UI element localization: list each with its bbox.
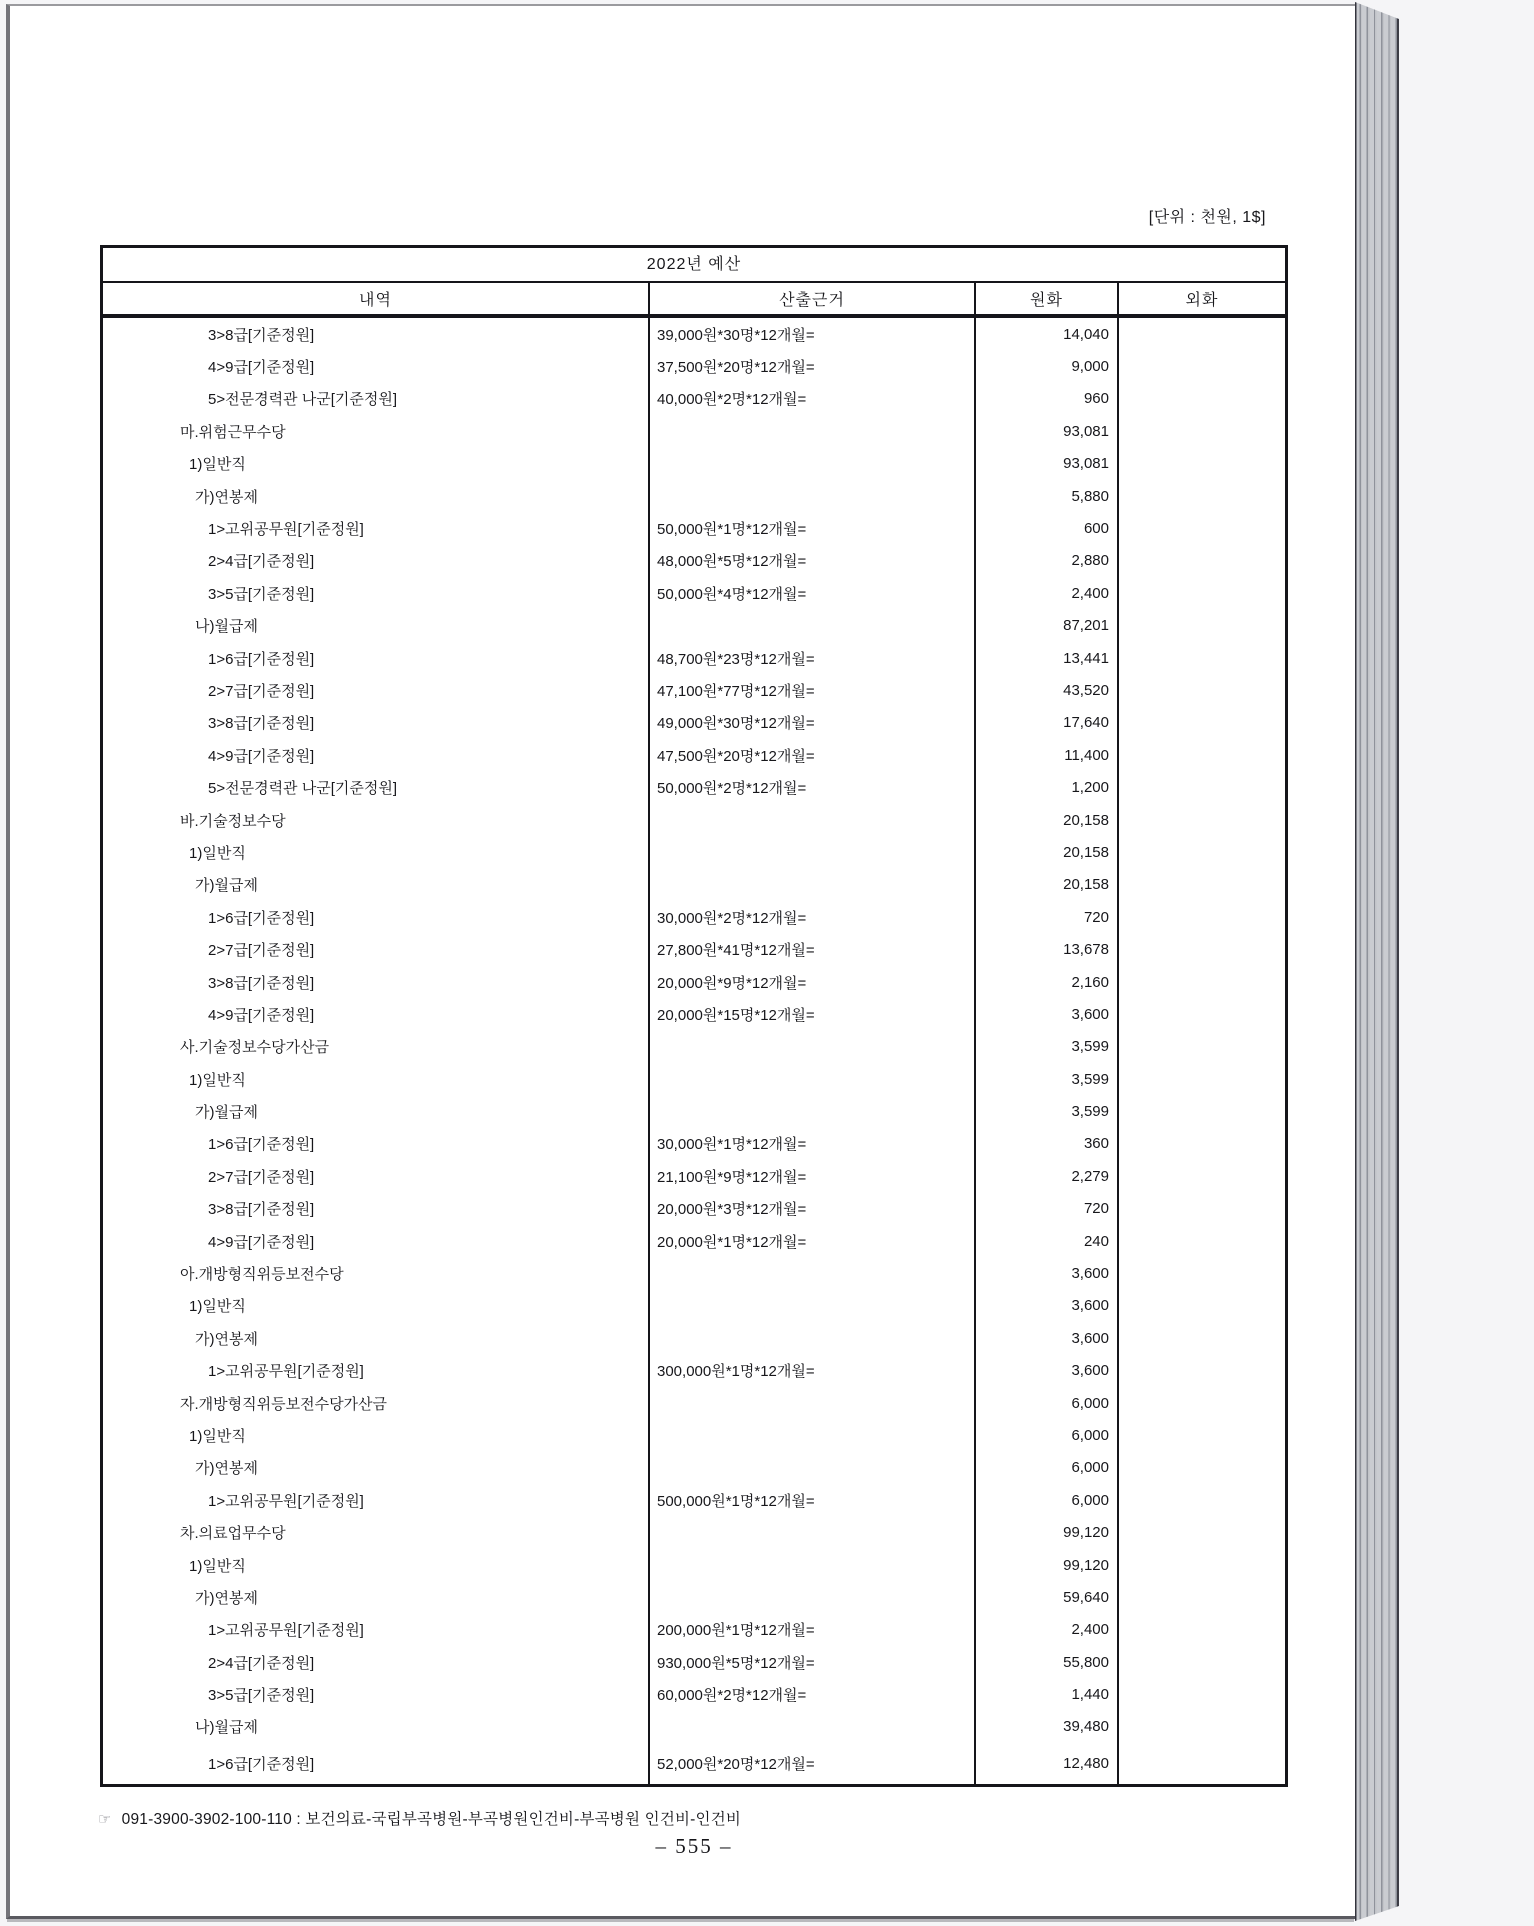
cell-basis: 200,000원*1명*12개월= — [650, 1614, 976, 1646]
cell-basis — [650, 1387, 976, 1419]
cell-krw: 12,480 — [976, 1743, 1119, 1783]
detail-text: 4>9급[기준정원] — [208, 1233, 315, 1251]
cell-krw: 59,640 — [976, 1581, 1119, 1613]
detail-text: 나)월급제 — [195, 618, 258, 636]
cell-basis — [650, 804, 976, 836]
table-row — [103, 1063, 1285, 1095]
cell-krw: 3,600 — [976, 998, 1119, 1030]
detail-text: 아.개방형직위등보전수당 — [180, 1266, 344, 1284]
cell-krw: 3,600 — [976, 1355, 1119, 1387]
detail-text: 4>9급[기준정원] — [208, 1006, 315, 1024]
table-row — [103, 804, 1285, 836]
cell-krw: 14,040 — [976, 318, 1119, 350]
detail-text: 가)연봉제 — [195, 1589, 258, 1607]
book-page-edges-icon — [1355, 0, 1399, 1926]
column-header-krw: 원화 — [976, 283, 1119, 314]
cell-detail — [103, 480, 650, 512]
cell-fx — [1119, 1128, 1285, 1160]
table-row — [103, 1290, 1285, 1322]
detail-text: 가)연봉제 — [195, 488, 258, 506]
cell-detail — [103, 1193, 650, 1225]
detail-text: 1>6급[기준정원] — [208, 1755, 315, 1773]
cell-fx — [1119, 739, 1285, 771]
cell-basis: 39,000원*30명*12개월= — [650, 318, 976, 350]
table-row — [103, 1646, 1285, 1678]
table-row — [103, 1128, 1285, 1160]
detail-text: 1)일반직 — [189, 1427, 246, 1445]
detail-text: 1)일반직 — [189, 1557, 246, 1575]
cell-detail — [103, 545, 650, 577]
table-row — [103, 707, 1285, 739]
detail-text: 1>6급[기준정원] — [208, 909, 315, 927]
cell-krw: 600 — [976, 512, 1119, 544]
cell-fx — [1119, 1711, 1285, 1743]
cell-krw: 2,880 — [976, 545, 1119, 577]
cell-krw: 3,600 — [976, 1290, 1119, 1322]
cell-fx — [1119, 318, 1285, 350]
cell-basis: 27,800원*41명*12개월= — [650, 933, 976, 965]
detail-text: 가)연봉제 — [195, 1330, 258, 1348]
cell-basis: 50,000원*1명*12개월= — [650, 512, 976, 544]
cell-fx — [1119, 1678, 1285, 1710]
table-row — [103, 1678, 1285, 1710]
detail-text: 2>7급[기준정원] — [208, 1168, 315, 1186]
cell-basis: 20,000원*1명*12개월= — [650, 1225, 976, 1257]
detail-text: 3>8급[기준정원] — [208, 326, 315, 344]
cell-fx — [1119, 1031, 1285, 1063]
cell-detail — [103, 1160, 650, 1192]
cell-detail — [103, 415, 650, 447]
table-row — [103, 1387, 1285, 1419]
cell-fx — [1119, 901, 1285, 933]
cell-detail — [103, 383, 650, 415]
table-row — [103, 448, 1285, 480]
cell-basis: 50,000원*4명*12개월= — [650, 577, 976, 609]
cell-basis — [650, 1290, 976, 1322]
detail-text: 사.기술정보수당가산금 — [180, 1039, 330, 1057]
table-row — [103, 1711, 1285, 1743]
detail-text: 4>9급[기준정원] — [208, 747, 315, 765]
cell-basis: 30,000원*1명*12개월= — [650, 1128, 976, 1160]
cell-basis: 300,000원*1명*12개월= — [650, 1355, 976, 1387]
cell-basis — [650, 1063, 976, 1095]
table-row — [103, 1160, 1285, 1192]
table-title: 2022년 예산 — [103, 248, 1285, 283]
detail-text: 1)일반직 — [189, 1071, 246, 1089]
cell-fx — [1119, 1484, 1285, 1516]
table-row — [103, 1743, 1285, 1783]
cell-krw: 20,158 — [976, 869, 1119, 901]
table-row — [103, 642, 1285, 674]
detail-text: 5>전문경력관 나군[기준정원] — [208, 391, 397, 409]
detail-text: 나)월급제 — [195, 1719, 258, 1737]
cell-basis: 30,000원*2명*12개월= — [650, 901, 976, 933]
table-row — [103, 1419, 1285, 1451]
cell-detail — [103, 869, 650, 901]
cell-basis: 60,000원*2명*12개월= — [650, 1678, 976, 1710]
cell-basis — [650, 1257, 976, 1289]
detail-text: 2>7급[기준정원] — [208, 682, 315, 700]
table-row — [103, 1095, 1285, 1127]
detail-text: 3>5급[기준정원] — [208, 1687, 315, 1705]
cell-basis: 48,000원*5명*12개월= — [650, 545, 976, 577]
detail-text: 마.위험근무수당 — [180, 423, 286, 441]
cell-fx — [1119, 577, 1285, 609]
cell-detail — [103, 318, 650, 350]
table-header-row — [103, 283, 1285, 318]
table-row — [103, 1452, 1285, 1484]
cell-fx — [1119, 1225, 1285, 1257]
cell-krw: 6,000 — [976, 1387, 1119, 1419]
cell-fx — [1119, 1257, 1285, 1289]
table-row — [103, 1614, 1285, 1646]
detail-text: 3>8급[기준정원] — [208, 715, 315, 733]
detail-text: 1>고위공무원[기준정원] — [208, 1492, 364, 1510]
detail-text: 바.기술정보수당 — [180, 812, 286, 830]
table-row — [103, 1322, 1285, 1354]
cell-fx — [1119, 480, 1285, 512]
table-row — [103, 1031, 1285, 1063]
cell-krw: 6,000 — [976, 1419, 1119, 1451]
cell-basis: 40,000원*2명*12개월= — [650, 383, 976, 415]
cell-fx — [1119, 707, 1285, 739]
detail-text: 5>전문경력관 나군[기준정원] — [208, 780, 397, 798]
table-row — [103, 966, 1285, 998]
cell-fx — [1119, 1160, 1285, 1192]
cell-fx — [1119, 1290, 1285, 1322]
detail-text: 2>7급[기준정원] — [208, 942, 315, 960]
cell-detail — [103, 1257, 650, 1289]
cell-fx — [1119, 512, 1285, 544]
cell-detail — [103, 1549, 650, 1581]
cell-krw: 2,400 — [976, 577, 1119, 609]
cell-detail — [103, 998, 650, 1030]
table-row — [103, 901, 1285, 933]
cell-detail — [103, 1484, 650, 1516]
cell-fx — [1119, 415, 1285, 447]
cell-detail — [103, 707, 650, 739]
cell-fx — [1119, 966, 1285, 998]
cell-detail — [103, 1063, 650, 1095]
cell-fx — [1119, 350, 1285, 382]
cell-fx — [1119, 1452, 1285, 1484]
table-row — [103, 480, 1285, 512]
detail-text: 차.의료업무수당 — [180, 1525, 286, 1543]
detail-text: 1>고위공무원[기준정원] — [208, 521, 364, 539]
table-row — [103, 383, 1285, 415]
cell-basis: 20,000원*9명*12개월= — [650, 966, 976, 998]
cell-krw: 6,000 — [976, 1452, 1119, 1484]
cell-basis: 49,000원*30명*12개월= — [650, 707, 976, 739]
table-row — [103, 1549, 1285, 1581]
cell-krw: 720 — [976, 901, 1119, 933]
table-row — [103, 739, 1285, 771]
cell-basis: 48,700원*23명*12개월= — [650, 642, 976, 674]
cell-detail — [103, 771, 650, 803]
cell-detail — [103, 1419, 650, 1451]
table-row — [103, 1581, 1285, 1613]
cell-krw: 2,279 — [976, 1160, 1119, 1192]
cell-krw: 1,440 — [976, 1678, 1119, 1710]
cell-basis — [650, 1322, 976, 1354]
table-row — [103, 771, 1285, 803]
detail-text: 3>8급[기준정원] — [208, 974, 315, 992]
detail-text: 3>8급[기준정원] — [208, 1201, 315, 1219]
cell-basis: 52,000원*20명*12개월= — [650, 1743, 976, 1783]
detail-text: 가)연봉제 — [195, 1460, 258, 1478]
cell-detail — [103, 1387, 650, 1419]
table-row — [103, 1484, 1285, 1516]
document-page — [6, 4, 1355, 1919]
column-header-detail: 내역 — [103, 283, 650, 314]
table-row — [103, 869, 1285, 901]
unit-note: [단위 : 천원, 1$] — [1148, 209, 1266, 226]
cell-krw: 6,000 — [976, 1484, 1119, 1516]
cell-krw: 87,201 — [976, 610, 1119, 642]
table-row — [103, 577, 1285, 609]
cell-fx — [1119, 610, 1285, 642]
cell-fx — [1119, 674, 1285, 706]
cell-basis — [650, 448, 976, 480]
detail-text: 가)월급제 — [195, 1104, 258, 1122]
table-row — [103, 1193, 1285, 1225]
cell-detail — [103, 1031, 650, 1063]
cell-krw: 2,160 — [976, 966, 1119, 998]
cell-krw: 93,081 — [976, 415, 1119, 447]
cell-fx — [1119, 448, 1285, 480]
cell-basis — [650, 1452, 976, 1484]
cell-krw: 3,599 — [976, 1063, 1119, 1095]
detail-text: 1)일반직 — [189, 1298, 246, 1316]
table-row — [103, 836, 1285, 868]
cell-detail — [103, 1711, 650, 1743]
cell-basis — [650, 869, 976, 901]
cell-basis: 930,000원*5명*12개월= — [650, 1646, 976, 1678]
table-row — [103, 610, 1285, 642]
cell-detail — [103, 610, 650, 642]
cell-basis — [650, 1581, 976, 1613]
detail-text: 2>4급[기준정원] — [208, 553, 315, 571]
cell-fx — [1119, 1095, 1285, 1127]
cell-basis — [650, 1419, 976, 1451]
cell-basis — [650, 1095, 976, 1127]
cell-detail — [103, 1322, 650, 1354]
cell-detail — [103, 1128, 650, 1160]
cell-krw: 1,200 — [976, 771, 1119, 803]
cell-krw: 3,600 — [976, 1257, 1119, 1289]
table-row — [103, 545, 1285, 577]
cell-fx — [1119, 1063, 1285, 1095]
table-row — [103, 415, 1285, 447]
cell-krw: 99,120 — [976, 1516, 1119, 1548]
cell-basis — [650, 836, 976, 868]
cell-fx — [1119, 642, 1285, 674]
cell-basis — [650, 480, 976, 512]
cell-fx — [1119, 1387, 1285, 1419]
cell-detail — [103, 1581, 650, 1613]
cell-basis: 47,500원*20명*12개월= — [650, 739, 976, 771]
cell-detail — [103, 739, 650, 771]
cell-detail — [103, 804, 650, 836]
cell-krw: 360 — [976, 1128, 1119, 1160]
cell-basis — [650, 1549, 976, 1581]
cell-fx — [1119, 1193, 1285, 1225]
cell-basis — [650, 415, 976, 447]
column-header-basis: 산출근거 — [650, 283, 976, 314]
cell-detail — [103, 1355, 650, 1387]
table-row — [103, 1257, 1285, 1289]
column-header-fx: 외화 — [1185, 292, 1219, 309]
cell-fx — [1119, 1516, 1285, 1548]
cell-fx — [1119, 1355, 1285, 1387]
cell-fx — [1119, 836, 1285, 868]
table-row — [103, 1355, 1285, 1387]
cell-fx — [1119, 1646, 1285, 1678]
table-row — [103, 674, 1285, 706]
cell-detail — [103, 1516, 650, 1548]
cell-fx — [1119, 383, 1285, 415]
cell-krw: 17,640 — [976, 707, 1119, 739]
table-row — [103, 350, 1285, 382]
cell-detail — [103, 674, 650, 706]
detail-text: 3>5급[기준정원] — [208, 585, 315, 603]
cell-detail — [103, 1290, 650, 1322]
cell-detail — [103, 642, 650, 674]
cell-basis: 37,500원*20명*12개월= — [650, 350, 976, 382]
cell-basis: 500,000원*1명*12개월= — [650, 1484, 976, 1516]
cell-krw: 11,400 — [976, 739, 1119, 771]
detail-text: 1)일반직 — [189, 456, 246, 474]
cell-basis — [650, 1711, 976, 1743]
table-row — [103, 998, 1285, 1030]
detail-text: 1>고위공무원[기준정원] — [208, 1622, 364, 1640]
cell-detail — [103, 1743, 650, 1783]
cell-krw: 99,120 — [976, 1549, 1119, 1581]
cell-detail — [103, 1646, 650, 1678]
cell-fx — [1119, 933, 1285, 965]
footnote — [98, 1807, 1198, 1829]
detail-text: 1>6급[기준정원] — [208, 650, 315, 668]
cell-detail — [103, 966, 650, 998]
cell-detail — [103, 1452, 650, 1484]
cell-krw: 43,520 — [976, 674, 1119, 706]
cell-basis — [650, 1516, 976, 1548]
cell-fx — [1119, 1743, 1285, 1783]
cell-krw: 13,441 — [976, 642, 1119, 674]
cell-detail — [103, 1678, 650, 1710]
cell-krw: 3,600 — [976, 1322, 1119, 1354]
table-body — [103, 318, 1285, 1784]
detail-text: 4>9급[기준정원] — [208, 359, 315, 377]
cell-krw: 3,599 — [976, 1095, 1119, 1127]
table-row — [103, 1516, 1285, 1548]
footnote-text: 091-3900-3902-100-110 : 보건의료-국립부곡병원-부곡병원인건비-부곡병원 인건비-인건비 — [121, 1811, 742, 1828]
cell-krw: 20,158 — [976, 804, 1119, 836]
cell-basis — [650, 1031, 976, 1063]
budget-table — [100, 245, 1288, 1787]
cell-krw: 93,081 — [976, 448, 1119, 480]
cell-krw: 39,480 — [976, 1711, 1119, 1743]
cell-basis — [650, 610, 976, 642]
detail-text: 자.개방형직위등보전수당가산금 — [180, 1395, 388, 1413]
cell-krw: 3,599 — [976, 1031, 1119, 1063]
table-row — [103, 933, 1285, 965]
cell-fx — [1119, 1322, 1285, 1354]
cell-fx — [1119, 1581, 1285, 1613]
cell-krw: 13,678 — [976, 933, 1119, 965]
detail-text: 2>4급[기준정원] — [208, 1654, 315, 1672]
cell-fx — [1119, 1419, 1285, 1451]
cell-fx — [1119, 998, 1285, 1030]
cell-fx — [1119, 1614, 1285, 1646]
cell-fx — [1119, 1549, 1285, 1581]
cell-fx — [1119, 869, 1285, 901]
cell-detail — [103, 577, 650, 609]
detail-text: 1>고위공무원[기준정원] — [208, 1363, 364, 1381]
cell-krw: 960 — [976, 383, 1119, 415]
cell-basis: 20,000원*3명*12개월= — [650, 1193, 976, 1225]
cell-krw: 55,800 — [976, 1646, 1119, 1678]
table-row — [103, 318, 1285, 350]
cell-krw: 20,158 — [976, 836, 1119, 868]
cell-detail — [103, 1614, 650, 1646]
cell-basis: 50,000원*2명*12개월= — [650, 771, 976, 803]
cell-detail — [103, 1095, 650, 1127]
cell-fx — [1119, 545, 1285, 577]
detail-text: 1)일반직 — [189, 844, 246, 862]
cell-fx — [1119, 771, 1285, 803]
cell-detail — [103, 1225, 650, 1257]
cell-basis: 20,000원*15명*12개월= — [650, 998, 976, 1030]
detail-text: 1>6급[기준정원] — [208, 1136, 315, 1154]
cell-krw: 9,000 — [976, 350, 1119, 382]
pointing-hand-icon: ☞ — [98, 1811, 112, 1828]
cell-detail — [103, 933, 650, 965]
detail-text: 가)월급제 — [195, 877, 258, 895]
cell-detail — [103, 512, 650, 544]
cell-krw: 240 — [976, 1225, 1119, 1257]
cell-fx — [1119, 804, 1285, 836]
table-row — [103, 1225, 1285, 1257]
cell-basis: 47,100원*77명*12개월= — [650, 674, 976, 706]
cell-basis: 21,100원*9명*12개월= — [650, 1160, 976, 1192]
table-row — [103, 512, 1285, 544]
cell-detail — [103, 350, 650, 382]
cell-krw: 5,880 — [976, 480, 1119, 512]
cell-krw: 2,400 — [976, 1614, 1119, 1646]
cell-detail — [103, 448, 650, 480]
cell-detail — [103, 901, 650, 933]
page-number: – 555 – — [655, 1834, 733, 1858]
cell-detail — [103, 836, 650, 868]
cell-krw: 720 — [976, 1193, 1119, 1225]
